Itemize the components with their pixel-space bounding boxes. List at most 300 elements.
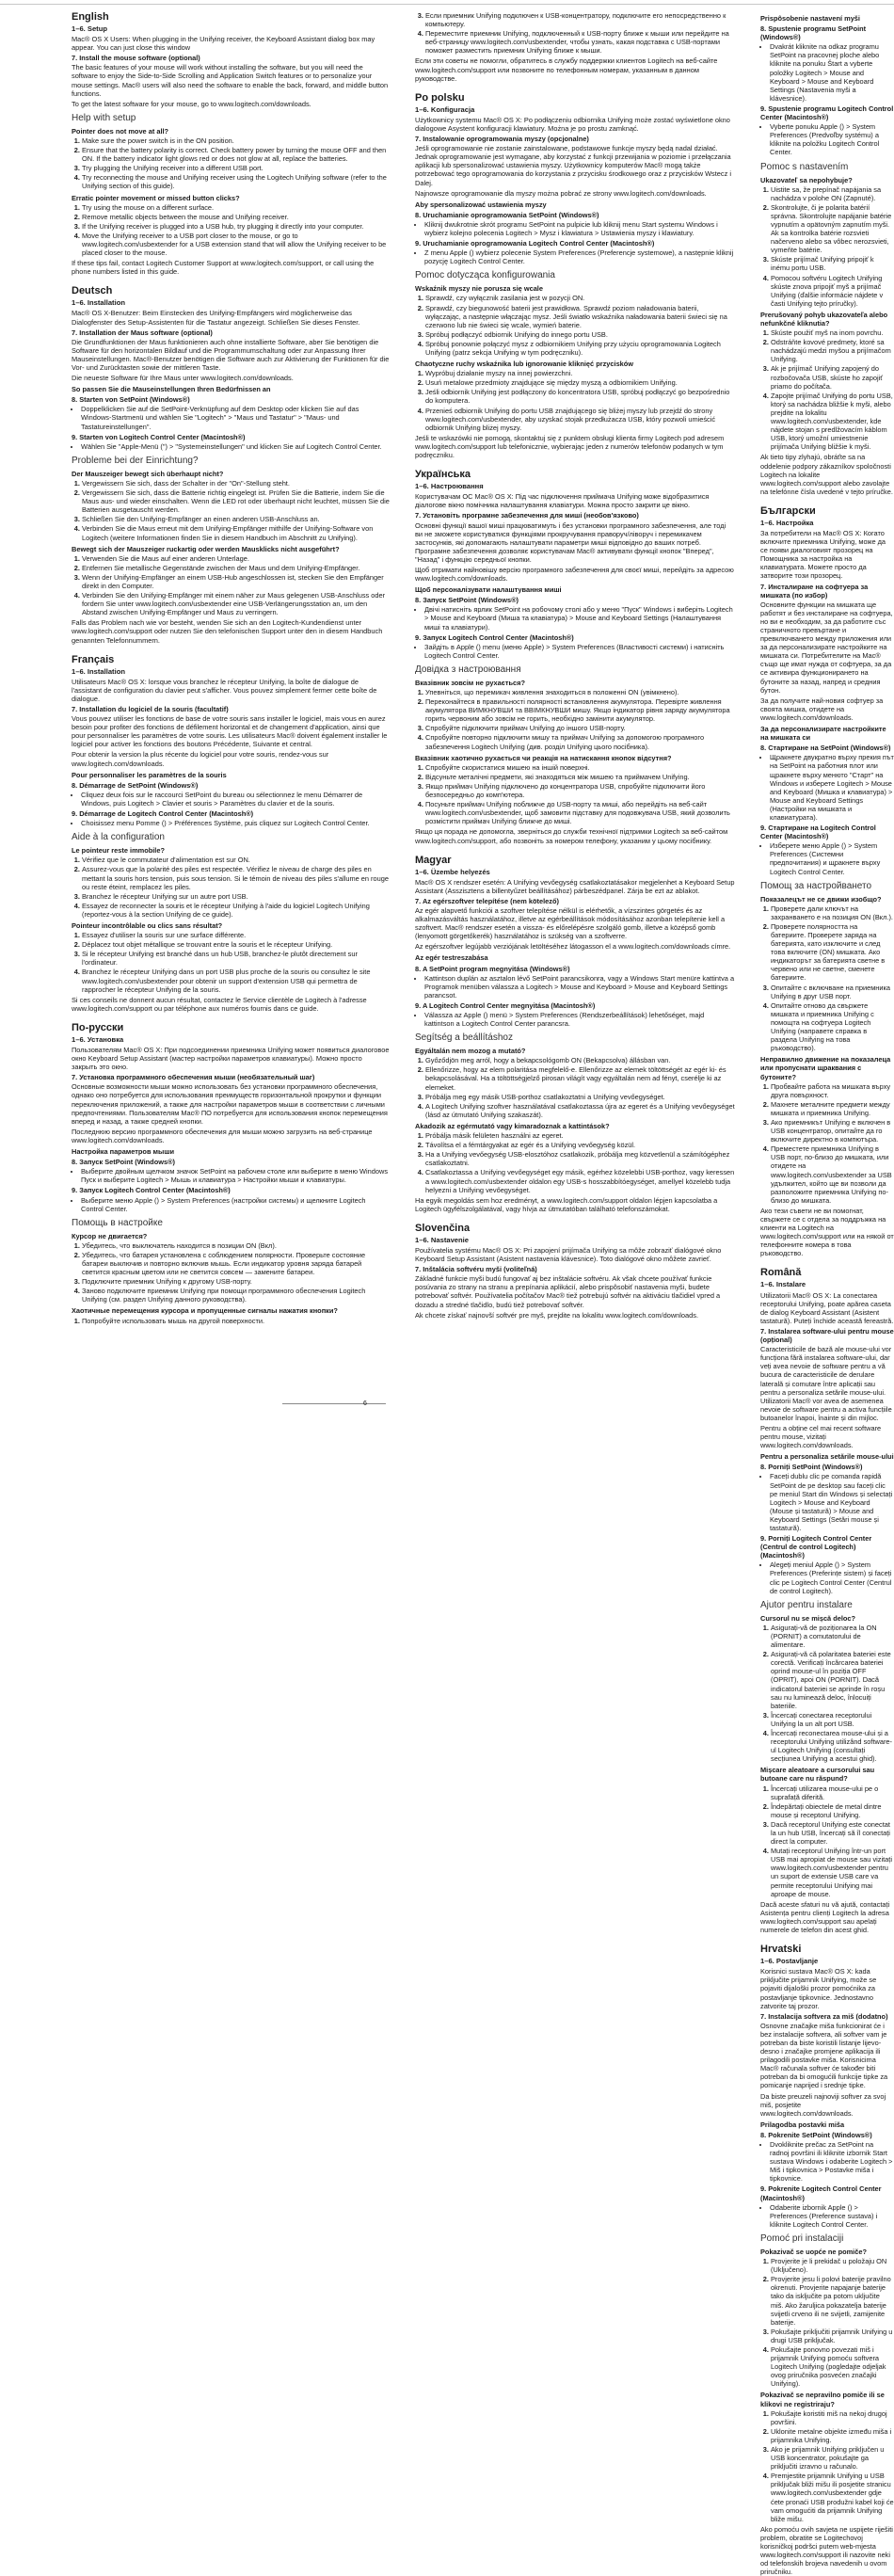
list-item: 2. Убедитесь, что батарея установлена с соблюдением полярности. Проверьте состояние батареи выключив и повторно включив мышь. Если индикатор уровня заряда батарей светится красным цветом или не светится совсем — замените батареи. bbox=[82, 1251, 390, 1276]
numbered-list bbox=[72, 136, 390, 191]
language-heading: Deutsch bbox=[72, 285, 113, 297]
paragraph: Последнюю версию программного обеспечения для мыши можно загрузить на веб-странице www.logitech.com/downloads. bbox=[72, 1127, 373, 1144]
question-heading: Pointer does not move at all? bbox=[72, 126, 169, 136]
step-heading: 7. Inštalácia softvéru myši (voliteľná) bbox=[415, 1265, 537, 1274]
language-heading: Slovenčina bbox=[415, 1222, 471, 1234]
bullet-list bbox=[415, 605, 735, 631]
numbered-list bbox=[415, 688, 735, 751]
numbered-list bbox=[72, 479, 390, 542]
language-heading: Français bbox=[72, 653, 115, 665]
numbered-list bbox=[760, 1784, 894, 1898]
list-item: 1. Убедитесь, что выключатель находится в позиции ON (Вкл). bbox=[82, 1241, 390, 1250]
list-item: 1. Uistite sa, že prepínač napájania sa nachádza v polohe ON (Zapnuté). bbox=[771, 185, 894, 202]
list-item: 3. Próbálja meg egy másik USB-porthoz csatlakoztatni a Unifying vevőegységet. bbox=[425, 1093, 735, 1101]
paragraph: Ak chcete získať najnovší softvér pre myš, prejdite na lokalitu www.logitech.com/downloads. bbox=[415, 1310, 698, 1320]
language-heading: По-русски bbox=[72, 1021, 124, 1033]
paragraph: Utilisateurs Mac® OS X: lorsque vous branchez le récepteur Unifying, la boîte de dialogue de l'assistant de configuration du clavier peut s'afficher. Vous pouvez simplement fermer cette boîte de dialogue. bbox=[72, 677, 377, 703]
step-heading: 9. Démarrage de Logitech Control Center (Macintosh®) bbox=[72, 809, 254, 819]
question-heading: Der Mauszeiger bewegt sich überhaupt nicht? bbox=[72, 469, 224, 478]
question-heading: Вказівник хаотично рухається чи реакція на натискання кнопок відсутня? bbox=[415, 753, 672, 762]
question-heading: Aby spersonalizować ustawienia myszy bbox=[415, 200, 547, 209]
paragraph: Da biste preuzeli najnoviji softver za svoj miš, posjetite www.logitech.com/downloads. bbox=[760, 2091, 886, 2118]
list-item: 1. Győződjön meg arról, hogy a bekapcsológomb ON (Bekapcsolva) állásban van. bbox=[425, 1056, 735, 1064]
language-section bbox=[760, 14, 894, 496]
paragraph: Ak tieto tipy zlyhajú, obráťte sa na oddelenie podpory zákazníkov spoločnosti Logitech na lokalite www.logitech.com/support alebo zavolajte na telefónne čísla uvedené v tejto príručke. bbox=[760, 453, 893, 496]
paragraph: Основните функции на мишката ще работят и без инсталиране на софтуера, но ви е необходим, за да работите със страничното превъртане и превключването между приложения или за да персонализирате настройките на мишката си. Потребителите на Mac® също ще имат нужда от софтуера, за да се активира функционирането на бутоните за назад, напред и средния бутон. bbox=[760, 600, 893, 695]
help-heading: Довідка з настроювання bbox=[415, 664, 521, 675]
list-item: 4. Încercați reconectarea mouse-ului și a receptorului Unifying utilizând software-ul Logitech Unifying (consultați secțiunea Unifying a acestui ghid). bbox=[771, 1729, 894, 1763]
numbered-list bbox=[415, 11, 735, 55]
section-subtitle: 1–6. Üzembe helyezés bbox=[415, 867, 490, 876]
question-heading: Показалецът не се движи изобщо? bbox=[760, 894, 882, 904]
list-item: 4. Pomocou softvéru Logitech Unifying skúste znova pripojiť myš a prijímač Unifying (ďalšie informácie nájdete v časti Unifying tejto príručky). bbox=[771, 274, 894, 308]
step-heading: 9. A Logitech Control Center megnyitása (Macintosh®) bbox=[415, 1000, 596, 1010]
list-item: • Dvakrát kliknite na odkaz programu SetPoint na pracovnej ploche alebo kliknite na ponuku Štart a vyberte položky Logitech > Mouse and Keyboard > Mouse and Keyboard Settings (Nastavenia myši a klávesnice). bbox=[770, 42, 894, 103]
step-heading: 7. Instalarea software-ului pentru mouse (opțional) bbox=[760, 1326, 894, 1345]
list-item: • Щракнете двукратно върху прекия път на SetPoint на работния плот или щракнете върху менюто "Старт" на Windows и изберете Logitech > Mouse and Keyboard (Мишка и клавиатура) > Mouse and Keyboard Settings (Настройки на мишката и клавиатурата). bbox=[770, 753, 894, 822]
list-item: • Выберите двойным щелчком значок SetPoint на рабочем столе или выберите в меню Windows Пуск и выберите Logitech > Мышь и клавиатура > Настройки мыши и клавиатуры. bbox=[81, 1167, 390, 1184]
help-heading: Pomoc s nastavením bbox=[760, 161, 849, 172]
list-item: 2. Asigurați-vă că polaritatea bateriei este corectă. Verificați încărcarea bateriei oprind mouse-ul în poziția OFF (OPRIT), apoi ON (PORNIT). Dacă indicatorul bateriei se aprinde în roșu sau nu luminează deloc, înlocuiți bateriile. bbox=[771, 1650, 894, 1710]
list-item: 4. Опитайте отново да свържете мишката и приемника Unifying с помощта на софтуера Logitech Unifying (направете справка в раздела Unifying на това ръководство). bbox=[771, 1001, 894, 1053]
list-item: 3. If the Unifying receiver is plugged into a USB hub, try plugging it directly into your computer. bbox=[82, 222, 390, 231]
list-item: 2. Переконайтеся в правильності полярності встановлення акумулятора. Перевірте живлення акумулятора ВИМКНУВШИ та ВВІМКНУВШИ мишу. Якщо індикатор рівня заряду акумулятора горить червоним або зовсім не горить, необхідно замінити акумулятор. bbox=[425, 697, 735, 723]
list-item: • Doppelklicken Sie auf die SetPoint-Verknüpfung auf dem Desktop oder klicken Sie auf das Windows-Startmenü und wählen Sie "Logitech" > "Maus und Tastatur" > "Maus- und Tastatureinstellungen". bbox=[81, 405, 390, 430]
question-heading: Prispôsobenie nastavení myši bbox=[760, 14, 860, 23]
list-item: 2. Îndepărtați obiectele de metal dintre mouse și receptorul Unifying. bbox=[771, 1802, 894, 1819]
section-subtitle: 1–6. Setup bbox=[72, 24, 107, 33]
list-item: • Faceți dublu clic pe comanda rapidă SetPoint de pe desktop sau faceți clic pe meniul Start din Windows și selectați Logitech > Mouse and Keyboard (Mouse și tastatură) > Mouse and Keyboard Settings (Setări mouse și tastatură). bbox=[770, 1472, 894, 1532]
paragraph: Vous pouvez utiliser les fonctions de base de votre souris sans installer le logiciel, mais vous en aurez besoin pour profiter des fonctions de défilement horizontal et de changement d'application, ainsi que pour personnaliser les paramètres de votre souris. Les utilisateurs Mac® doivent également installer le logiciel pour activer les fonctions des boutons Précédente, Suivante et central. bbox=[72, 714, 388, 749]
question-heading: Вказівник зовсім не рухається? bbox=[415, 678, 525, 687]
paragraph: Основні функції вашої миші працюватимуть і без установки програмного забезпечення, але тоді ви не зможете користуватися функціями прокручування праворуч/ліворуч і перемикачем застосунків, які допомагають налаштувати параметри миші відповідно до ваших потреб. Програмне забезпечення дозволяє користувачам Mac® активувати функції кнопок "Вперед", "Назад" і функцію середньої кнопки. bbox=[415, 520, 726, 564]
list-item: 4. Переместите приемник Unifying, подключенный к USB-порту ближе к мыши или перейдите на веб-страницу www.logitech.com/usbextender, чтобы узнать, какая подставка с USB-портами поможет разместить приемник Unifying ближе к мыши. bbox=[425, 29, 735, 55]
language-section bbox=[415, 469, 735, 844]
bullet-list bbox=[760, 1472, 894, 1532]
paragraph: Az egér alapvető funkciói a szoftver telepítése nélkül is elérhetők, a vízszintes görgetés és az alkalmazásváltás használatához, illetve az egérbeállítások módosításához azonban telepítenie kell a szoftvert. Mac® rendszer esetén a vissza- és előrelépésre szolgáló gomb, illetve a középső gomb (lenyomott görgetőkerék) használatához is szükség van a szoftverre. bbox=[415, 905, 726, 941]
list-item: 2. Provjerite jesu li polovi baterije pravilno okrenuti. Provjerite napajanje baterije tako da isključite pa potom uključite miš. Ako žaruljica pokazatelja baterije svijetli crveno ili ne svijetli, zamijenite baterije. bbox=[771, 2275, 894, 2327]
column-1 bbox=[72, 11, 390, 1416]
section-subtitle: 1–6. Установка bbox=[72, 1034, 124, 1044]
list-item: 4. Заново подключите приемник Unifying при помощи программного обеспечения Logitech Unifying (см. раздел Unifying данного руководства). bbox=[82, 1287, 390, 1304]
question-heading: Настройка параметров мыши bbox=[72, 1147, 175, 1157]
step-heading: 8. Запуск SetPoint (Windows®) bbox=[72, 1158, 175, 1167]
bullet-list bbox=[760, 753, 894, 822]
list-item: 1. Skúste použiť myš na inom povrchu. bbox=[771, 328, 894, 337]
question-heading: Pokazivač se uopće ne pomiče? bbox=[760, 2247, 867, 2256]
language-section bbox=[760, 1267, 894, 1934]
question-heading: Неправилно движение на показалеца или пропуснати щраквания с бутоните? bbox=[760, 1055, 891, 1081]
list-item: 1. Упевніться, що перемикач живлення знаходиться в положенні ON (увімкнено). bbox=[425, 688, 735, 696]
step-heading: 9. Porniți Logitech Control Center (Centrul de control Logitech) (Macintosh®) bbox=[760, 1534, 872, 1560]
bullet-list bbox=[760, 2203, 894, 2229]
section-subtitle: 1–6. Konfiguracja bbox=[415, 104, 475, 114]
bullet-list bbox=[760, 42, 894, 103]
language-heading: Română bbox=[760, 1267, 802, 1279]
paragraph: Korisnici sustava Mac® OS X: kada priključite prijamnik Unifying, može se pojaviti dijaloški prozor pomoćnika za postavljanje tipkovnice. Jednostavno zatvorite taj prozor. bbox=[760, 1967, 877, 2010]
list-item: 3. Ако приемникът Unifying е включен в USB концентратор, опитайте да го включите директно в компютъра. bbox=[771, 1118, 894, 1144]
bullet-list bbox=[415, 1011, 735, 1028]
help-heading: Pomoc dotycząca konfigurowania bbox=[415, 270, 555, 281]
question-heading: Egyáltalán nem mozog a mutató? bbox=[415, 1047, 526, 1056]
list-item: 3. Si le récepteur Unifying est branché dans un hub USB, branchez-le plutôt directement sur l'ordinateur. bbox=[82, 950, 390, 967]
list-item: 2. Déplacez tout objet métallique se trouvant entre la souris et le récepteur Unifying. bbox=[82, 940, 390, 949]
paragraph: Si ces conseils ne donnent aucun résultat, contactez le Service clientèle de Logitech à l'adresse www.logitech.com/support ou par téléphone aux numéros fournis dans ce guide. bbox=[72, 995, 367, 1013]
paragraph: Caracteristicile de bază ale mouse-ului vor funcționa fără instalarea software-ului, dar veți avea nevoie de software pentru a vă bucura de caracteristicile de derulare laterală și comutare între aplicații sau pentru a personaliza setările mouse-ului. Utilizatorii Mac® vor avea de asemenea nevoie de software pentru a activa funcțiile butoanelor înapoi, înainte și din mijloc. bbox=[760, 1345, 892, 1422]
question-heading: Az egér testreszabása bbox=[415, 953, 488, 963]
question-heading: За да персонализирате настройките на мишката си bbox=[760, 725, 886, 743]
step-heading: 7. Установіть програмне забезпечення для миші (необов'язково) bbox=[415, 511, 639, 520]
step-heading: 9. Запуск Logitech Control Center (Macintosh®) bbox=[72, 1186, 231, 1195]
list-item: • Wählen Sie "Apple-Menü (") > "Systemeinstellungen" und klicken Sie auf Logitech Control Center. bbox=[81, 442, 390, 451]
list-item: 4. Move the Unifying receiver to a USB port closer to the mouse, or go to www.logitech.com/usbextender for a USB extension stand that will allow the Unifying receiver to be placed closer to the mouse. bbox=[82, 232, 390, 257]
step-heading: 9. Spustenie programu Logitech Control Center (Macintosh®) bbox=[760, 104, 894, 122]
paragraph: Die neueste Software für Ihre Maus unter www.logitech.com/downloads. bbox=[72, 374, 294, 383]
list-item: 1. Încercați utilizarea mouse-ului pe o suprafață diferită. bbox=[771, 1784, 894, 1801]
paragraph: Ако тези съвети не ви помогнат, свържете се с отдела за поддръжка на клиенти на Logitech на www.logitech.com/support или на някой от телефонните номера в това ръководство. bbox=[760, 1206, 894, 1258]
page-number: 6 bbox=[363, 1400, 367, 1407]
step-heading: 7. Install the mouse software (optional) bbox=[72, 54, 200, 63]
list-item: 4. A Logitech Unifying szoftver használatával csatlakoztassa újra az egeret és a Unifying vevőegységet (lásd az útmutató Unifying szakaszát). bbox=[425, 1102, 735, 1119]
paragraph: Користувачам ОС Mac® OS X: Під час підключення приймача Unifying може відобразитися діалогове вікно помічника налаштування клавіатури. Можна просто закрити це вікно. bbox=[415, 492, 710, 510]
section-subtitle: 1–6. Installation bbox=[72, 666, 125, 676]
numbered-list bbox=[72, 203, 390, 258]
list-item: 3. Подключите приемник Unifying к другому USB-порту. bbox=[82, 1277, 390, 1286]
numbered-list bbox=[415, 1056, 735, 1119]
section-subtitle: 1–6. Installation bbox=[72, 298, 125, 308]
list-item: • Двічі натисніть ярлик SetPoint на робочому столі або у меню "Пуск" Windows і виберіть Logitech > Mouse and Keyboard (Миша та клавіатура) > Mouse and Keyboard Settings (Налаштування миші та клавіатури). bbox=[424, 605, 735, 631]
question-heading: Pokazivač se nepravilno pomiče ili se klikovi ne registriraju? bbox=[760, 2391, 885, 2408]
list-item: 1. Próbálja másik felületen használni az egeret. bbox=[425, 1131, 735, 1140]
list-item: • Cliquez deux fois sur le raccourci SetPoint du bureau ou sélectionnez le menu Démarrer de Windows, puis Logitech > Clavier et souris > Paramètres du clavier et de la souris. bbox=[81, 791, 390, 808]
paragraph: Falls das Problem nach wie vor besteht, wenden Sie sich an den Logitech-Kundendienst unter www.logitech.com/support oder nutzen Sie den telefonischen Support unter den in diesem Handbuch genannten Telefonnummern. bbox=[72, 618, 383, 645]
step-heading: 8. Spustenie programu SetPoint (Windows®) bbox=[760, 24, 867, 42]
language-heading: Po polsku bbox=[415, 91, 465, 104]
list-item: 4. Essayez de reconnecter la souris et le récepteur Unifying à l'aide du logiciel Logitech Unifying (reportez-vous à la section Unifying de ce guide). bbox=[82, 902, 390, 919]
language-section bbox=[760, 505, 894, 1258]
numbered-list bbox=[760, 2409, 894, 2523]
question-heading: Mișcare aleatoare a cursorului sau butoane care nu răspund? bbox=[760, 1766, 875, 1784]
bullet-list bbox=[415, 248, 735, 265]
list-item: • Kliknij dwukrotnie skrót programu SetPoint na pulpicie lub kliknij menu Start systemu Windows i wybierz kolejno polecenia Logitech > Mysz i klawiatura > Ustawienia myszy i klawiatury. bbox=[424, 220, 735, 237]
list-item: • Válassza az Apple () menü > System Preferences (Rendszerbeállítások) lehetőséget, majd kattintson a Logitech Control Center parancsra. bbox=[424, 1011, 735, 1028]
paragraph: Mac® OS X Users: When plugging in the Unifying receiver, the Keyboard Assistant dialog box may appear. You can just close this window bbox=[72, 35, 375, 53]
paragraph: The basic features of your mouse will work without installing the software, but you will need the software to enjoy the Side-to-Side Scrolling and Application Switch features or to personalize your mouse settings. Mac® users will also need the software to enable the back, forward, and middle button functions. bbox=[72, 63, 389, 98]
question-heading: Akadozik az egérmutató vagy kimaradoznak a kattintások? bbox=[415, 1121, 610, 1130]
step-heading: 8. A SetPoint program megnyitása (Windows®) bbox=[415, 964, 570, 973]
list-item: • Odaberite izbornik Apple () > Preferences (Preference sustava) i kliknite Logitech Control Center. bbox=[770, 2203, 894, 2229]
question-heading: Курсор не двигается? bbox=[72, 1231, 148, 1240]
column-2 bbox=[415, 11, 735, 1416]
question-heading: Cursorul nu se mișcă deloc? bbox=[760, 1613, 856, 1623]
list-item: 2. Remove metallic objects between the mouse and Unifying receiver. bbox=[82, 213, 390, 221]
numbered-list bbox=[760, 1082, 894, 1205]
bullet-list bbox=[415, 643, 735, 660]
step-heading: 9. Запуск Logitech Control Center (Macintosh®) bbox=[415, 632, 574, 642]
bullet-list bbox=[415, 974, 735, 1000]
list-item: • Z menu Apple () wybierz polecenie System Preferences (Preferencje systemowe), a następnie kliknij pozycję Logitech Control Center. bbox=[424, 248, 735, 265]
list-item: • Зайдіть в Apple () menu (меню Apple) > System Preferences (Властивості системи) і натисніть Logitech Control Center. bbox=[424, 643, 735, 660]
list-item: 1. Wypróbuj działanie myszy na innej powierzchni. bbox=[425, 369, 735, 377]
bullet-list bbox=[760, 841, 894, 875]
list-item: 3. Ha a Unifying vevőegység USB-elosztóhoz csatlakozik, próbálja meg közvetlenül a számítógéphez csatlakoztatni. bbox=[425, 1150, 735, 1167]
list-item: 2. Uklonite metalne objekte između miša i prijamnika Unifying. bbox=[771, 2427, 894, 2444]
list-item: • Vyberte ponuku Apple () > System Preferences (Predvoľby systému) a kliknite na položku Logitech Control Center. bbox=[770, 122, 894, 156]
section-subtitle: 1–6. Postavljanje bbox=[760, 1957, 819, 1966]
language-section bbox=[415, 92, 735, 459]
step-heading: 8. Démarrage de SetPoint (Windows®) bbox=[72, 780, 199, 790]
list-item: 1. Vergewissern Sie sich, dass der Schalter in der "On"-Stellung steht. bbox=[82, 479, 390, 488]
question-heading: So passen Sie die Mauseinstellungen Ihren Bedürfnissen an bbox=[72, 385, 271, 394]
list-item: 1. Vérifiez que le commutateur d'alimentation est sur ON. bbox=[82, 856, 390, 864]
step-heading: 7. Installation du logiciel de la souris (facultatif) bbox=[72, 705, 229, 713]
language-section bbox=[415, 1223, 735, 1320]
question-heading: Pour personnaliser les paramètres de la souris bbox=[72, 770, 227, 779]
numbered-list bbox=[760, 2257, 894, 2388]
question-heading: Pentru a personaliza setările mouse-ului bbox=[760, 1452, 894, 1462]
list-item: 3. Если приемник Unifying подключен к USB-концентратору, подключите его непосредственно к компьютеру. bbox=[425, 11, 735, 28]
list-item: 3. Wenn der Unifying-Empfänger an einem USB-Hub angeschlossen ist, stecken Sie den Empfänger direkt in den Computer. bbox=[82, 573, 390, 590]
paragraph: Ako pomoću ovih savjeta ne uspijete riješiti problem, obratite se Logitechovoj korisničkoj podršci putem web-mjesta www.logitech.com/support ili nazovite neki od telefonskih brojeva navedenih u ovom priručniku. bbox=[760, 2524, 893, 2576]
step-heading: 8. Porniți SetPoint (Windows®) bbox=[760, 1463, 863, 1472]
paragraph: Utilizatorii Mac® OS X: La conectarea receptorului Unifying, poate apărea caseta de dialog Keyboard Assistant (Asistent tastatură). Puteți închide această fereastră. bbox=[760, 1290, 894, 1325]
help-heading: Помощь в настройке bbox=[72, 1217, 163, 1228]
list-item: 3. Ako je prijamnik Unifying priključen u USB koncentrator, pokušajte ga priključiti izravno u računalo. bbox=[771, 2445, 894, 2471]
numbered-list bbox=[72, 554, 390, 617]
paragraph: Základné funkcie myši budú fungovať aj bez inštalácie softvéru. Ak však chcete používať funkcie posúvania zo strany na stranu a prepínania aplikácií, alebo prispôsobiť nastavenia myši, budete potrebovať softvér. Používatelia počítačov Mac® tiež potrebujú softvér na aktiváciu tlačidiel vpred a dozadu a stredné tlačidlo, budú tiež potrebovať softvér. bbox=[415, 1274, 721, 1309]
help-heading: Probleme bei der Einrichtung? bbox=[72, 455, 199, 466]
list-item: 1. Попробуйте использовать мышь на другой поверхности. bbox=[82, 1317, 390, 1325]
list-item: • Choisissez menu Pomme () > Préférences Système, puis cliquez sur Logitech Control Center. bbox=[81, 819, 390, 827]
section-subtitle: 1–6. Nastavenie bbox=[415, 1235, 469, 1244]
section-subtitle: 1–6. Настройка bbox=[760, 518, 814, 527]
column-3 bbox=[760, 11, 894, 2576]
list-item: 3. Опитайте с включване на приемника Unifying в друг USB порт. bbox=[771, 984, 894, 1000]
numbered-list bbox=[760, 185, 894, 308]
list-item: 2. Махнете металните предмети между мишката и приемника Unifying. bbox=[771, 1100, 894, 1117]
language-heading: Hrvatski bbox=[760, 1944, 802, 1956]
list-item: 2. Проверете полярността на батериите. Проверете заряда на батерията, като изключите и след това включите (ON) мишката. Ако индикаторът за батерията светне в червено или не светне, сменете батериите. bbox=[771, 922, 894, 983]
paragraph: Osnovne značajke miša funkcionirat će i bez instalacije softvera, ali softver vam je potreban da biste koristili listanje lijevo-desno i značajke promjene aplikacija ili prilagodili postavke miša. Korisnicima Mac® računala softver će također biti potreban da bi omogućili funkcije tipke za pomicanje naprijed i srednje tipke. bbox=[760, 2021, 888, 2090]
help-heading: Help with setup bbox=[72, 112, 136, 123]
language-heading: Magyar bbox=[415, 854, 452, 866]
list-item: 2. Sprawdź, czy biegunowość baterii jest prawidłowa. Sprawdź poziom naładowania baterii, wyłączając, a następnie włączając mysz. Jeśli światło wskaźnika naładowania baterii świeci się na czerwono lub nie świeci się wcale, wymień baterie. bbox=[425, 304, 735, 329]
step-heading: 7. Instalowanie oprogramowania myszy (opcjonalne) bbox=[415, 135, 589, 144]
language-heading: Български bbox=[760, 504, 816, 517]
paragraph: Если эти советы не помогли, обратитесь в службу поддержки клиентов Logitech на веб-сайте www.logitech.com/support или позвоните по телефонным номерам, указанным в данном руководстве. bbox=[415, 56, 718, 83]
paragraph: Pentru a obține cel mai recent software pentru mouse, vizitați www.logitech.com/downloads. bbox=[760, 1423, 882, 1450]
question-heading: Щоб персоналізувати налаштування миші bbox=[415, 585, 562, 595]
language-section bbox=[415, 855, 735, 1213]
list-item: 2. Skontrolujte, či je polarita batérií správna. Skontrolujte napájanie batérie vypnutím a opätovným zapnutím myši. Ak sa kontrolka batérie rozsvieti načerveno alebo sa vôbec nerozsvieti, vymeňte batérie. bbox=[771, 203, 894, 255]
bullet-list bbox=[72, 405, 390, 430]
paragraph: Użytkownicy systemu Mac® OS X: Po podłączeniu odbiornika Unifying może zostać wyświetlone okno dialogowe Asystent konfiguracji klawiatury. Można je po prostu zamknąć. bbox=[415, 115, 730, 133]
paragraph: To get the latest software for your mouse, go to www.logitech.com/downloads. bbox=[72, 99, 311, 108]
paragraph: Якщо ця порада не допомогла, зверніться до служби технічної підтримки Logitech за веб-сайтом www.logitech.com/support, або позвоніть за номером телефону, указаним у цьому посібнику. bbox=[415, 827, 728, 845]
bullet-list bbox=[760, 122, 894, 156]
paragraph: Jeśli oprogramowanie nie zostanie zainstalowane, podstawowe funkcje myszy będą nadal działać. Jednak oprogramowanie jest wymagane, aby korzystać z funkcji przewijania w poziomie i przełączania aplikacji lub spersonalizować ustawienia myszy. Użytkownicy komputerów Mac® mogą także potrzebować tego oprogramowania do korzystania z przycisku środkowego oraz z przycisków Wstecz i Dalej. bbox=[415, 144, 732, 187]
list-item: 4. Спробуйте повторно підключити мишу та приймач Unifying за допомогою програмного забезпечення Logitech Unifying (див. розділ Unifying цього посібника). bbox=[425, 733, 735, 750]
paragraph: За да получите най-новия софтуер за своята мишка, отидете на www.logitech.com/downloads. bbox=[760, 696, 884, 722]
bullet-list bbox=[415, 220, 735, 237]
list-item: • Изберете меню Apple () > System Preferences (Системни предпочитания) и щракнете върху Logitech Control Center. bbox=[770, 841, 894, 875]
paragraph: Pour obtenir la version la plus récente du logiciel pour votre souris, rendez-vous sur www.logitech.com/downloads. bbox=[72, 750, 329, 768]
list-item: 3. Skúste prijímač Unifying pripojiť k inému portu USB. bbox=[771, 255, 894, 272]
question-heading: Bewegt sich der Mauszeiger ruckartig oder werden Mausklicks nicht ausgeführt? bbox=[72, 544, 340, 553]
step-heading: 8. Starten von SetPoint (Windows®) bbox=[72, 395, 190, 405]
numbered-list bbox=[760, 328, 894, 451]
question-heading: Wskaźnik myszy nie porusza się wcale bbox=[415, 284, 543, 294]
paragraph: If these tips fail, contact Logitech Customer Support at www.logitech.com/support, or call using the phone numbers listed in this guide. bbox=[72, 259, 375, 277]
list-item: 3. Jeśli odbiornik Unifying jest podłączony do koncentratora USB, spróbuj podłączyć go bezpośrednio do komputera. bbox=[425, 388, 735, 405]
list-item: 1. Pokušajte koristiti miš na nekoj drugoj površini. bbox=[771, 2409, 894, 2426]
list-item: 4. Branchez le récepteur Unifying dans un port USB plus proche de la souris ou consultez le site www.logitech.com/usbextender pour obtenir un support d'extension USB qui permettra de rapprocher le récepteur Unifying de la souris. bbox=[82, 968, 390, 993]
help-heading: Помощ за настройването bbox=[760, 880, 872, 891]
help-heading: Ajutor pentru instalare bbox=[760, 1599, 853, 1610]
list-item: 4. Spróbuj ponownie połączyć mysz z odbiornikiem Unifying przy użyciu oprogramowania Logitech Unifying (patrz sekcja Unifying w tym podręczniku). bbox=[425, 340, 735, 357]
list-item: 4. Verbinden Sie den Unifying-Empfänger mit einem näher zur Maus gelegenen USB-Anschluss oder fordern Sie unter www.logitech.com/usbextender eine USB-Verlängerungsstation an, um den Abstand zwischen Unifying-Empfänger und Maus zu verringern. bbox=[82, 591, 390, 616]
question-heading: Erratic pointer movement or missed button clicks? bbox=[72, 193, 240, 202]
list-item: 3. Pokušajte priključiti prijamnik Unifying u drugi USB priključak. bbox=[771, 2328, 894, 2344]
list-item: 1. Try using the mouse on a different surface. bbox=[82, 203, 390, 212]
question-heading: Хаотичные перемещения курсора и пропущенные сигналы нажатия кнопки? bbox=[72, 1306, 338, 1316]
language-section bbox=[760, 1944, 894, 2576]
numbered-list bbox=[760, 1624, 894, 1764]
step-heading: 7. Az egérszoftver telepítése (nem kötelező) bbox=[415, 896, 559, 905]
list-item: 4. Verbinden Sie die Maus erneut mit dem Unifying-Empfänger mithilfe der Unifying-Software von Logitech (weitere Informationen finden Sie in diesem Handbuch im Abschnitt zu Unifying). bbox=[82, 524, 390, 541]
question-heading: Prerušovaný pohyb ukazovateľa alebo nefunkčné kliknutia? bbox=[760, 310, 888, 328]
list-item: 3. Spróbuj podłączyć odbiornik Unifying do innego portu USB. bbox=[425, 330, 735, 339]
list-item: 4. Преместете приемника Unifying в USB порт, по-близо до мишката, или отидете на www.logitech.com/usbextender за USB удължител, който ще ви позволи да разположите приемника Unifying по-близо до мишката. bbox=[771, 1144, 894, 1205]
step-heading: 9. Стартиране на Logitech Control Center (Macintosh®) bbox=[760, 824, 876, 841]
list-item: 3. Schließen Sie den Unifying-Empfänger an einen anderen USB-Anschluss an. bbox=[82, 515, 390, 523]
step-heading: 8. Pokrenite SetPoint (Windows®) bbox=[760, 2130, 872, 2139]
step-heading: 8. Запуск SetPoint (Windows®) bbox=[415, 596, 519, 605]
numbered-list bbox=[760, 904, 894, 1053]
list-item: 4. Premjestite prijamnik Unifying u USB priključak bliži mišu ili posjetite stranicu www.logitech.com/usbextender gdje ćete pronaći USB produžni kabel koji će vam omogućiti da prijamnik Unifying bliže mišu. bbox=[771, 2472, 894, 2523]
list-item: 1. Спробуйте скористатися мишею на іншій поверхні. bbox=[425, 763, 735, 772]
step-heading: 8. Uruchamianie oprogramowania SetPoint (Windows®) bbox=[415, 210, 599, 219]
paragraph: За потребители на Mac® OS X: Когато включите приемника Unifying, може да се появи диалоговият прозорец на Помощника за настройка на клавиатурата. Можете просто да затворите този прозорец. bbox=[760, 528, 886, 581]
footer-rule bbox=[282, 1403, 386, 1404]
step-heading: 7. Инсталиране на софтуера за мишката (по избор) bbox=[760, 582, 869, 600]
step-heading: 8. Стартиране на SetPoint (Windows®) bbox=[760, 744, 891, 753]
language-heading: English bbox=[72, 11, 109, 23]
list-item: 2. Odstráňte kovové predmety, ktoré sa nachádzajú medzi myšou a prijímačom Unifying. bbox=[771, 338, 894, 363]
question-heading: Pointeur incontrôlable ou clics sans résultat? bbox=[72, 920, 223, 930]
numbered-list bbox=[415, 369, 735, 432]
bullet-list bbox=[72, 1167, 390, 1184]
list-item: 1. Provjerite je li prekidač u položaju ON (Uključeno). bbox=[771, 2257, 894, 2274]
paragraph: Mac® OS X rendszer esetén: A Unifying vevőegység csatlakoztatásakor megjelenhet a Keyboard Setup Assistant (Asszisztens a billentyűzet beállításához) párbeszédpanel. Zárja be ezt az ablakot. bbox=[415, 877, 735, 895]
list-item: 4. Zapojte prijímač Unifying do portu USB, ktorý sa nachádza bližšie k myši, alebo prejdite na lokalitu www.logitech.com/usbextender, kde nájdete stojan s predlžovacím káblom USB, ktorý umožní umiestnenie prijímača Unifying bližšie k myši. bbox=[771, 392, 894, 452]
numbered-list bbox=[415, 763, 735, 826]
list-item: 3. Спробуйте підключити приймач Unifying до іншого USB-порту. bbox=[425, 724, 735, 732]
list-item: 4. Csatlakoztassa a Unifying vevőegységet egy másik, egérhez közelebbi USB-porthoz, vagy keressen a www.logitech.com/usbextender oldalon egy USB-s hosszabbítóegységet, amellyel közelebb tudja helyezni a Unifying vevőegységet. bbox=[425, 1168, 735, 1193]
list-item: 3. Branchez le récepteur Unifying sur un autre port USB. bbox=[82, 892, 390, 901]
list-item: 3. Încercați conectarea receptorului Unifying la un alt port USB. bbox=[771, 1711, 894, 1728]
help-heading: Segítség a beállításhoz bbox=[415, 1032, 513, 1044]
language-section bbox=[72, 285, 390, 644]
step-heading: 9. Pokrenite Logitech Control Center (Macintosh®) bbox=[760, 2184, 882, 2202]
list-item: 2. Távolítsa el a fémtárgyakat az egér és a Unifying vevőegység közül. bbox=[425, 1141, 735, 1149]
bullet-list bbox=[72, 791, 390, 808]
list-item: 1. Make sure the power switch is in the ON position. bbox=[82, 136, 390, 145]
paragraph: Az egérszoftver legújabb verziójának letöltéséhez látogasson el a www.logitech.com/downloads címre. bbox=[415, 942, 731, 952]
question-heading: Le pointeur reste immobile? bbox=[72, 846, 165, 856]
paragraph: Najnowsze oprogramowanie dla myszy można pobrać ze strony www.logitech.com/downloads. bbox=[415, 188, 707, 198]
list-item: 2. Ellenőrizze, hogy az elem polaritása megfelelő-e. Ellenőrizze az elemek töltöttségét az egér ki- és bekapcsolásával. Ha a töltöttségjelző pirosan világít vagy egyáltalán nem ad fényt, cserélje ki az elemeket. bbox=[425, 1065, 735, 1091]
language-heading: Українська bbox=[415, 469, 471, 481]
numbered-list bbox=[72, 931, 390, 994]
help-heading: Pomoć pri instalaciji bbox=[760, 2232, 844, 2244]
paragraph: Dacă aceste sfaturi nu vă ajută, contactați Asistența pentru clienți Logitech la adresa www.logitech.com/support sau apelați numerele de telefon din acest ghid. bbox=[760, 1899, 890, 1935]
list-item: 4. Przenieś odbiornik Unifying do portu USB znajdującego się bliżej myszy lub przejdź do strony www.logitech.com/usbextender, aby uzyskać stojak przedłużacza USB, który pozwoli umieścić odbiornik Unifying bliżej myszy. bbox=[425, 407, 735, 432]
paragraph: Ha egyik megoldás sem hoz eredményt, a www.logitech.com/support oldalon lépjen kapcsolatba a Logitech ügyfélszolgálatával, vagy hívja az útmutatóban található telefonszámokat. bbox=[415, 1195, 718, 1213]
top-divider bbox=[0, 4, 894, 5]
question-heading: Chaotyczne ruchy wskaźnika lub ignorowanie kliknięć przycisków bbox=[415, 360, 634, 369]
list-item: 1. Essayez d'utiliser la souris sur une surface différente. bbox=[82, 931, 390, 939]
step-heading: 7. Instalacija softvera za miš (dodatno) bbox=[760, 2011, 888, 2021]
list-item: 2. Assurez-vous que la polarité des piles est respectée. Vérifiez le niveau de charge des piles en mettant la souris hors tension, puis sous tension. Si le témoin de niveau des piles s'allume en rouge ou reste éteint, remplacez les piles. bbox=[82, 865, 390, 890]
bullet-list bbox=[760, 1560, 894, 1594]
step-heading: 7. Установка программного обеспечения мыши (необязательный шаг) bbox=[72, 1073, 315, 1082]
list-item: 3. Try plugging the Unifying receiver into a different USB port. bbox=[82, 164, 390, 172]
list-item: 3. Якщо приймач Unifying підключено до концентратора USB, спробуйте підключити його безпосередньо до комп'ютера. bbox=[425, 782, 735, 799]
step-heading: 9. Uruchamianie oprogramowania Logitech Control Center (Macintosh®) bbox=[415, 239, 655, 248]
bullet-list bbox=[760, 2140, 894, 2183]
numbered-list bbox=[415, 294, 735, 357]
paragraph: Používatelia systému Mac® OS X: Pri zapojení prijímača Unifying sa môže zobraziť dialógové okno Keyboard Setup Assistant (Asistent nastavenia klávesnice). Toto dialógové okno môžete zavrieť. bbox=[415, 1245, 722, 1264]
section-subtitle: 1–6. Instalare bbox=[760, 1280, 806, 1289]
step-heading: 9. Starten von Logitech Control Center (Macintosh®) bbox=[72, 432, 246, 441]
question-heading: Ukazovateľ sa nepohybuje? bbox=[760, 175, 853, 184]
paragraph: Jeśli te wskazówki nie pomogą, skontaktuj się z punktem obsługi klienta firmy Logitech pod adresem www.logitech.com/support lub telefonicznie, wybierając jeden z numerów telefonów podanych w tym podręczniku. bbox=[415, 433, 725, 460]
list-item: 3. Ak je prijímač Unifying zapojený do rozbočovača USB, skúste ho zapojiť priamo do počítača. bbox=[771, 364, 894, 390]
numbered-list bbox=[415, 1131, 735, 1194]
paragraph: Щоб отримати найновішу версію програмного забезпечення для своєї миші, перейдіть за адресою www.logitech.com/downloads. bbox=[415, 565, 734, 584]
list-item: • Dvokliknite prečac za SetPoint na radnoj površini ili kliknite izbornik Start sustava Windows i odaberite Logitech > Miš i tipkovnica > Postavke miša i tipkovnice. bbox=[770, 2140, 894, 2183]
question-heading: Prilagodba postavki miša bbox=[760, 2120, 845, 2129]
language-section bbox=[415, 11, 735, 83]
bullet-list bbox=[72, 442, 390, 451]
bullet-list bbox=[72, 1196, 390, 1213]
list-item: 4. Mutați receptorul Unifying într-un port USB mai apropiat de mouse sau vizitați www.logitech.com/usbextender pentru un suport de extensie USB care va permite receptorului Unifying mai aproape de mouse. bbox=[771, 1847, 894, 1898]
help-heading: Aide à la configuration bbox=[72, 832, 165, 843]
section-subtitle: 1–6. Настроювання bbox=[415, 482, 484, 491]
list-item: • Kattintson duplán az asztalon lévő SetPoint parancsikonra, vagy a Windows Start menüre kattintva a Programok menüben válassza a Logitech > Mouse and Keyboard > Mouse and Keyboard Settings parancsot. bbox=[424, 974, 735, 1000]
list-item: 4. Try reconnecting the mouse and Unifying receiver using the Logitech Unifying software (refer to the Unifying section of this guide). bbox=[82, 173, 390, 190]
paragraph: Mac® OS X-Benutzer: Beim Einstecken des Unifying-Empfängers wird möglicherweise das Dialogfenster des Setup-Assistenten für die Tastatur angezeigt. Schließen Sie dieses Fenster. bbox=[72, 309, 360, 327]
paragraph: Die Grundfunktionen der Maus funktionieren auch ohne installierte Software, aber Sie benötigen die Software für den horizontalen Bildlauf und die Programmumschaltung oder zur Anpassung Ihrer Mauseinstellungen. Mac®-Benutzer benötigen die Software auch zur Aktivierung der Funktionen für die Vor- und Zurücktasten sowie der mittleren Taste. bbox=[72, 337, 390, 372]
list-item: • Выберите меню Apple () > System Preferences (настройки системы) и щелкните Logitech Control Center. bbox=[81, 1196, 390, 1213]
step-heading: 7. Installation der Maus software (optional) bbox=[72, 328, 213, 337]
list-item: 1. Пробвайте работа на мишката върху друга повърхност. bbox=[771, 1082, 894, 1099]
list-item: 2. Vergewissern Sie sich, dass die Batterie richtig eingelegt ist. Prüfen Sie die Batterie, indem Sie die Maus aus- und wieder einschalten. Wenn die LED rot oder überhaupt nicht leuchtet, müssen Sie die Batterien ausgetauscht werden. bbox=[82, 488, 390, 514]
list-item: 3. Dacă receptorul Unifying este conectat la un hub USB, încercați să îl conectați direct la computer. bbox=[771, 1820, 894, 1846]
numbered-list bbox=[72, 1317, 390, 1325]
language-section bbox=[72, 1022, 390, 1325]
list-item: 1. Verwenden Sie die Maus auf einer anderen Unterlage. bbox=[82, 554, 390, 563]
list-item: 4. Посуньте приймач Unifying поближче до USB-порту та миші, або перейдіть на веб-сайт www.logitech.com/usbextender, щоб замовити підставку для подовжувача USB, який дозволить розмістити приймач Unifying ближче до миші. bbox=[425, 800, 735, 825]
numbered-list bbox=[72, 1241, 390, 1304]
language-section bbox=[72, 11, 390, 276]
list-item: 2. Ensure that the battery polarity is correct. Check battery power by turning the mouse OFF and then ON. If the battery indicator light glows red or does not glow at all, replace the batteries. bbox=[82, 146, 390, 163]
numbered-list bbox=[72, 856, 390, 919]
list-item: 1. Asigurați-vă de poziționarea la ON (PORNIT) a comutatorului de alimentare. bbox=[771, 1624, 894, 1649]
language-section bbox=[72, 654, 390, 1013]
paragraph: Основные возможности мыши можно использовать без установки программного обеспечения, однако оно потребуется для использования преимуществ горизонтальной прокрутки и функции переключения приложений, а также для настройки параметров мыши в соответствии с личными предпочтениями. Пользователям Mac® ПО потребуется для использования кнопок перемещения вперед и назад, а также средней кнопки. bbox=[72, 1082, 388, 1126]
